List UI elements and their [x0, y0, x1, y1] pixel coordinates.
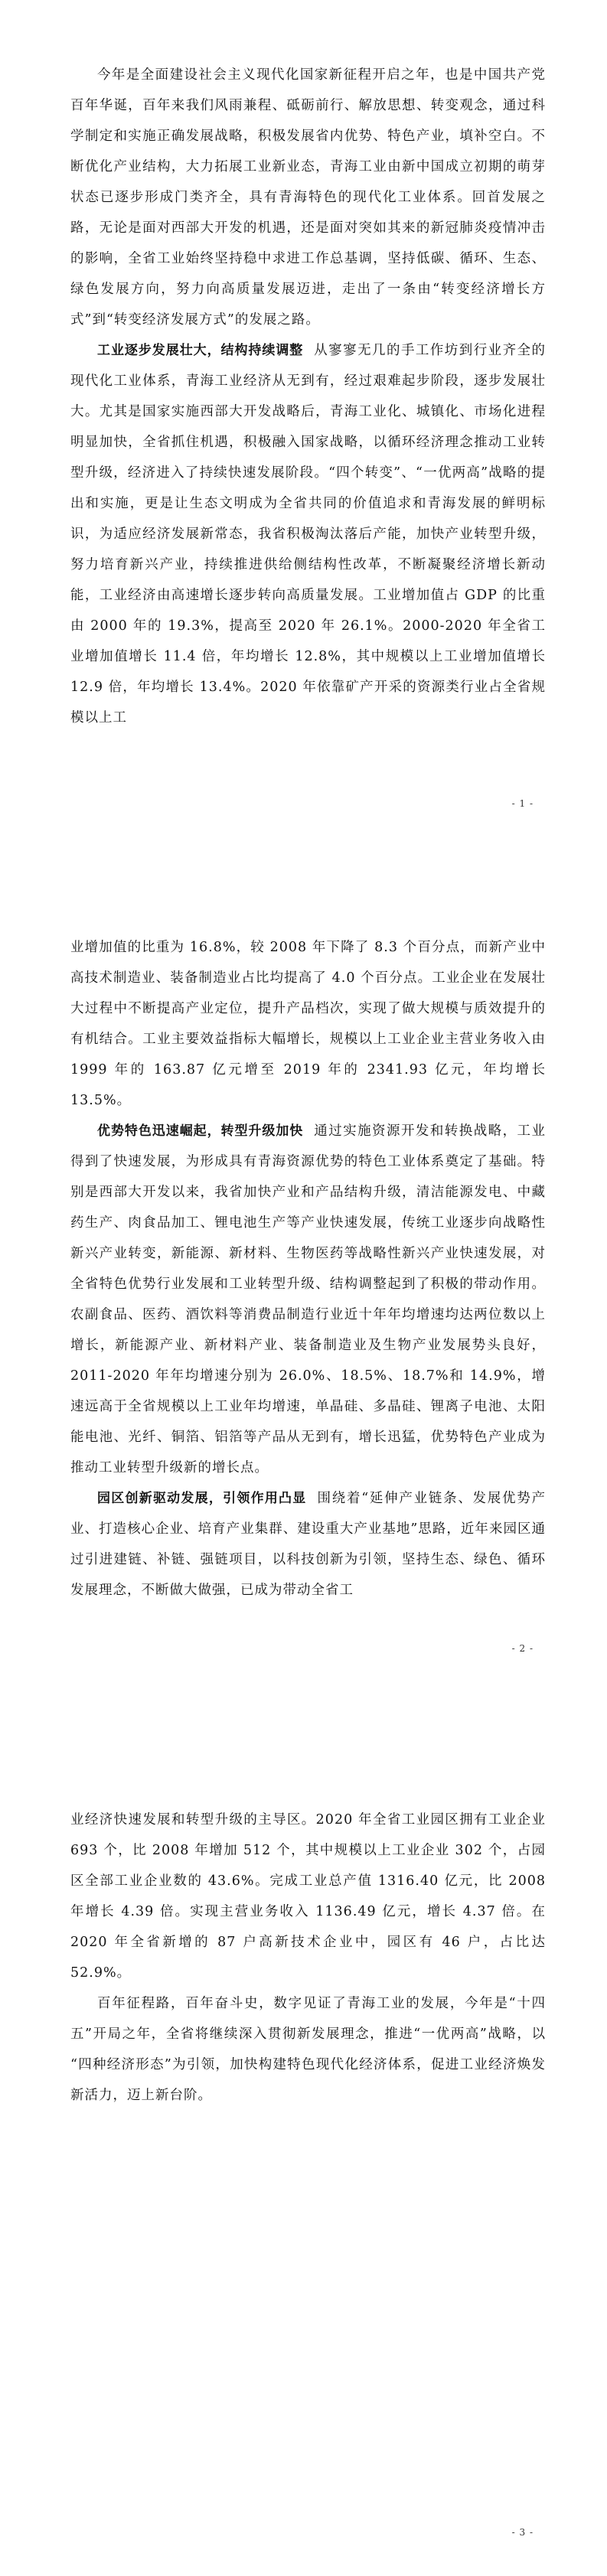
- paragraph-text: 业增加值的比重为 16.8%，较 2008 年下降了 8.3 个百分点，而新产业中高技术制造业、装备制造业占比均提高了 4.0 个百分点。工业企业在发展壮大过程中不断提高产业定位，提升产品档次，实现了做大规模与质效提升的有机结合。工业主要效益指标大幅增长，规模以上工业企业主营业务收入由 1999 年的 163.87 亿元增至 2019 年的 2341.93 亿元，年均增长 13.5%。: [70, 940, 546, 1108]
- document-page-2: [0, 859, 607, 1717]
- paragraph-text: 围绕着“延伸产业链条、发展优势产业、打造核心企业、培育产业集群、建设重大产业基地”思路，近年来园区通过引进建链、补链、强链项目，以科技创新为引领，坚持生态、绿色、循环发展理念，不断做大做强，已成为带动全省工: [70, 1491, 547, 1598]
- paragraph-lead: 优势特色迅速崛起，转型升级加快: [97, 1123, 304, 1139]
- paragraph-intro: [70, 60, 546, 335]
- page-number: - 2 -: [511, 1643, 534, 1654]
- paragraph-continued: [70, 1805, 546, 1988]
- document-page-1: [0, 0, 607, 859]
- page-number: - 1 -: [511, 798, 534, 809]
- paragraph-text: 今年是全面建设社会主义现代化国家新征程开启之年，也是中国共产党百年华诞，百年来我们风雨兼程、砥砺前行、解放思想、转变观念，通过科学制定和实施正确发展战略，积极发展省内优势、特色产业，填补空白。不断优化产业结构，大力拓展工业新业态，青海工业由新中国成立初期的萌芽状态已逐步形成门类齐全，具有青海特色的现代化工业体系。回首发展之路，无论是面对西部大开发的机遇，还是面对突如其来的新冠肺炎疫情冲击的影响，全省工业始终坚持稳中求进工作总基调，坚持低碳、循环、生态、绿色发展方向，努力向高质量发展迈进，走出了一条由“转变经济增长方式”到“转变经济发展方式”的发展之路。: [70, 67, 546, 328]
- paragraph-text: 百年征程路，百年奋斗史，数字见证了青海工业的发展，今年是“十四五”开局之年，全省将继续深入贯彻新发展理念，推进“一优两高”战略，以 “四种经济形态”为引领，加快构建特色现代化经济体系，促进工业经济焕发新活力，迈上新台阶。: [70, 1996, 546, 2103]
- paragraph-text: 从寥寥无几的手工作坊到行业齐全的现代化工业体系，青海工业经济从无到有，经过艰难起步阶段，逐步发展壮大。尤其是国家实施西部大开发战略后，青海工业化、城镇化、市场化进程明显加快，全省抓住机遇，积极融入国家战略，以循环经济理念推动工业转型升级，经济进入了持续快速发展阶段。“四个转变”、“一优两高”战略的提出和实施，更是让生态文明成为全省共同的价值追求和青海发展的鲜明标识，为适应经济发展新常态，我省积极淘汰落后产能，加快产业转型升级，努力培育新兴产业，持续推进供给侧结构性改革，不断凝聚经济增长新动能，工业经济由高速增长逐步转向高质量发展。工业增加值占 GDP 的比重由 2000 年的 19.3%，提高至 2020 年 26.1%。2000-2020 年全省工业增加值增长 11.4 倍，年均增长 12.8%，其中规模以上工业增加值增长 12.9 倍，年均增长 13.4%。2020 年依靠矿产开采的资源类行业占全省规模以上工: [70, 343, 546, 726]
- paragraph-industry-growth: [70, 335, 546, 733]
- paragraph-conclusion: [70, 1988, 546, 2111]
- paragraph-continued: [70, 932, 546, 1116]
- page-number: - 3 -: [511, 2527, 534, 2538]
- document-page-3: [0, 1717, 607, 2576]
- paragraph-text: 通过实施资源开发和转换战略，工业得到了快速发展，为形成具有青海资源优势的特色工业体系奠定了基础。特别是西部大开发以来，我省加快产业和产品结构升级，清洁能源发电、中藏药生产、肉食品加工、锂电池生产等产业快速发展，传统工业逐步向战略性新兴产业转变，新能源、新材料、生物医药等战略性新兴产业快速发展，对全省特色优势行业发展和工业转型升级、结构调整起到了积极的带动作用。农副食品、医药、酒饮料等消费品制造行业近十年年均增速均达两位数以上增长，新能源产业、新材料产业、装备制造业及生物产业发展势头良好，2011-2020 年年均增速分别为 26.0%、18.5%、18.7%和 14.9%，增速远高于全省规模以上工业年均增速，单晶硅、多晶硅、锂离子电池、太阳能电池、光纤、铜箔、铝箔等产品从无到有，增长迅猛，优势特色产业成为推动工业转型升级新的增长点。: [70, 1123, 546, 1475]
- paragraph-text: 业经济快速发展和转型升级的主导区。2020 年全省工业园区拥有工业企业 693 个，比 2008 年增加 512 个，其中规模以上工业企业 302 个，占园区全部工业企业数的 43.6%。完成工业总产值 1316.40 亿元，比 2008 年增长 4.39 倍。实现主营业务收入 1136.49 亿元，增长 4.37 倍。在 2020 年全省新增的 87 户高新技术企业中，园区有 46 户，占比达 52.9%。: [70, 1812, 546, 1981]
- paragraph-specialty-industries: [70, 1116, 546, 1483]
- paragraph-lead: 工业逐步发展壮大，结构持续调整: [97, 343, 304, 358]
- paragraph-lead: 园区创新驱动发展，引领作用凸显: [97, 1491, 307, 1506]
- paragraph-industrial-parks: [70, 1483, 546, 1606]
